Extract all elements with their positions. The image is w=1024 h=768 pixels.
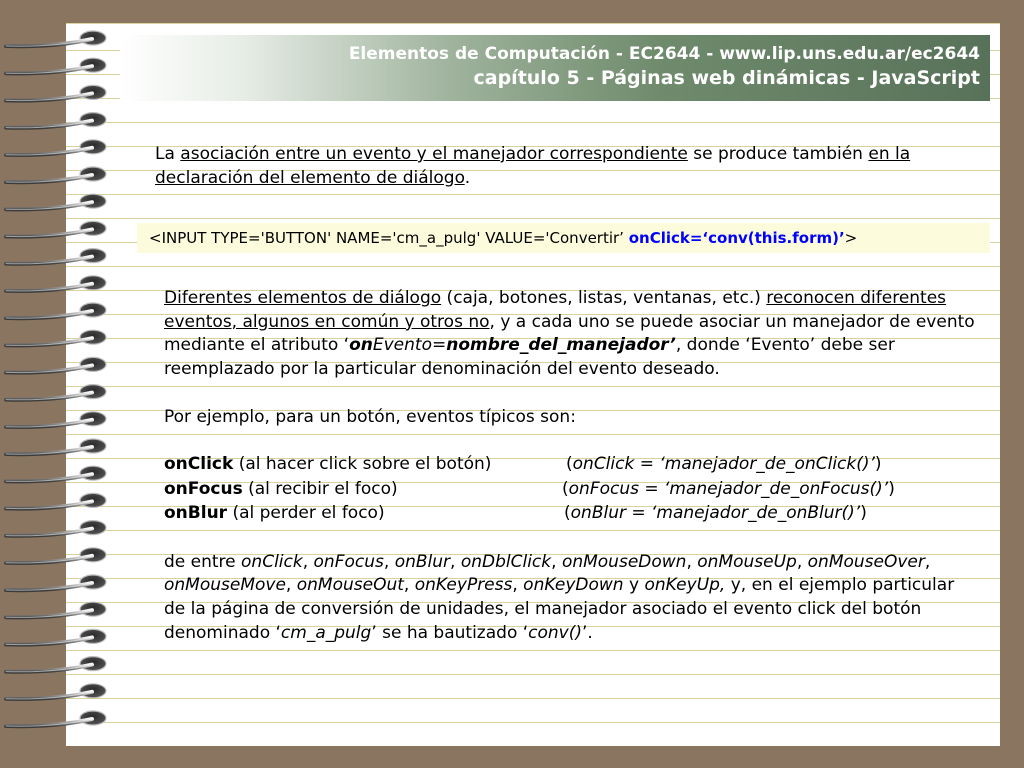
- separator: ,: [302, 551, 314, 572]
- event-ref: onMouseOut: [296, 575, 404, 596]
- event-list-item: onBlur (al perder el foco) (onBlur = ‘manejador_de_onBlur()’): [164, 503, 867, 524]
- paragraph-text: ’.: [582, 622, 593, 643]
- paragraph-text: (caja, botones, listas, ventanas, etc.): [441, 288, 767, 308]
- code-example-text: <INPUT TYPE='BUTTON' NAME='cm_a_pulg' VALUE='Convertir’: [149, 229, 629, 247]
- event-name: onFocus: [164, 478, 243, 499]
- button-name-ref: cm_a_pulg: [280, 622, 372, 643]
- paragraph-text: y, en el ejemplo particular de la página de conversión de unidades, el manejador asociado el evento click del botón denominado ‘: [164, 575, 955, 643]
- separator: ,: [285, 575, 297, 596]
- separator: ,: [551, 551, 562, 572]
- event-ref: onMouseOver: [807, 551, 925, 572]
- event-description: (al hacer click sobre el botón): [233, 453, 492, 474]
- event-list-item: onFocus (al recibir el foco) (onFocus = ‘manejador_de_onFocus()’): [164, 478, 895, 499]
- code-example-box: [137, 223, 990, 253]
- paragraph-text: de entre: [164, 551, 242, 572]
- event-description: (al recibir el foco): [242, 478, 398, 499]
- example-intro: Por ejemplo, para un botón, eventos típicos son:: [164, 406, 576, 427]
- event-name: onClick: [164, 453, 234, 474]
- event-ref: onBlur: [394, 551, 451, 572]
- event-ref: onMouseUp: [697, 551, 797, 572]
- event-list-item: onClick (al hacer click sobre el botón) (onClick = ‘manejador_de_onClick()’): [164, 453, 882, 474]
- attribute-on: on: [349, 335, 373, 356]
- intro-underline-association: asociación entre un evento y el manejador correspondiente: [180, 144, 688, 164]
- intro-text: se produce también: [687, 144, 869, 164]
- attribute-handler-name: nombre_del_manejador’: [446, 335, 676, 356]
- event-ref: onKeyPress: [414, 575, 513, 596]
- separator: ,: [512, 575, 524, 596]
- event-ref: onClick: [241, 551, 303, 572]
- function-name-ref: conv(): [528, 622, 583, 643]
- header-course-title: Elementos de Computación - EC2644 - www.lip.uns.edu.ar/ec2644: [348, 44, 980, 64]
- header-chapter-title: capítulo 5 - Páginas web dinámicas - JavaScript: [473, 67, 980, 89]
- events-underline: reconocen diferentes eventos, algunos en común y otros no: [164, 288, 947, 332]
- events-paragraph: [164, 287, 980, 382]
- intro-text: .: [464, 167, 471, 188]
- event-ref: onFocus: [313, 551, 384, 572]
- separator: ,: [686, 551, 698, 572]
- slide-header: [120, 35, 990, 101]
- intro-text: La: [155, 144, 181, 164]
- separator: y: [623, 575, 645, 596]
- intro-paragraph: [155, 143, 915, 190]
- event-code: onBlur = ‘manejador_de_onBlur()’: [570, 503, 861, 524]
- summary-paragraph: [164, 551, 980, 646]
- dialog-elements-underline: Diferentes elementos de diálogo: [164, 288, 442, 308]
- separator: ,: [403, 575, 415, 596]
- separator: ,: [383, 551, 395, 572]
- event-name: onBlur: [164, 503, 228, 524]
- event-description: (al perder el foco): [227, 503, 385, 524]
- event-ref: onKeyUp,: [644, 575, 726, 596]
- intro-underline-declaration: en la declaración del elemento de diálogo: [155, 144, 911, 188]
- event-ref: onMouseMove: [164, 575, 286, 596]
- separator: ,: [924, 551, 931, 572]
- paragraph-text: , y a cada uno se puede asociar un manejador de evento mediante el atributo ‘: [164, 311, 975, 356]
- attribute-evento: Evento=: [372, 335, 447, 356]
- code-example-onclick: onClick=‘conv(this.form)’: [628, 229, 845, 247]
- event-code: onClick = ‘manejador_de_onClick()’: [572, 453, 875, 474]
- spiral-binding-icon: [0, 28, 112, 738]
- separator: ,: [796, 551, 808, 572]
- event-ref: onDblClick: [460, 551, 552, 572]
- event-code: onFocus = ‘manejador_de_onFocus()’: [568, 478, 889, 499]
- body-content: [164, 287, 980, 646]
- event-ref: onKeyDown: [523, 575, 624, 596]
- event-ref: onMouseDown: [561, 551, 687, 572]
- paragraph-text: ’ se ha bautizado ‘: [371, 622, 529, 643]
- separator: ,: [450, 551, 461, 572]
- code-example-end: >: [844, 229, 858, 247]
- paragraph-text: , donde ‘Evento’ debe ser reemplazado por la particular denominación del evento deseado.: [164, 335, 895, 380]
